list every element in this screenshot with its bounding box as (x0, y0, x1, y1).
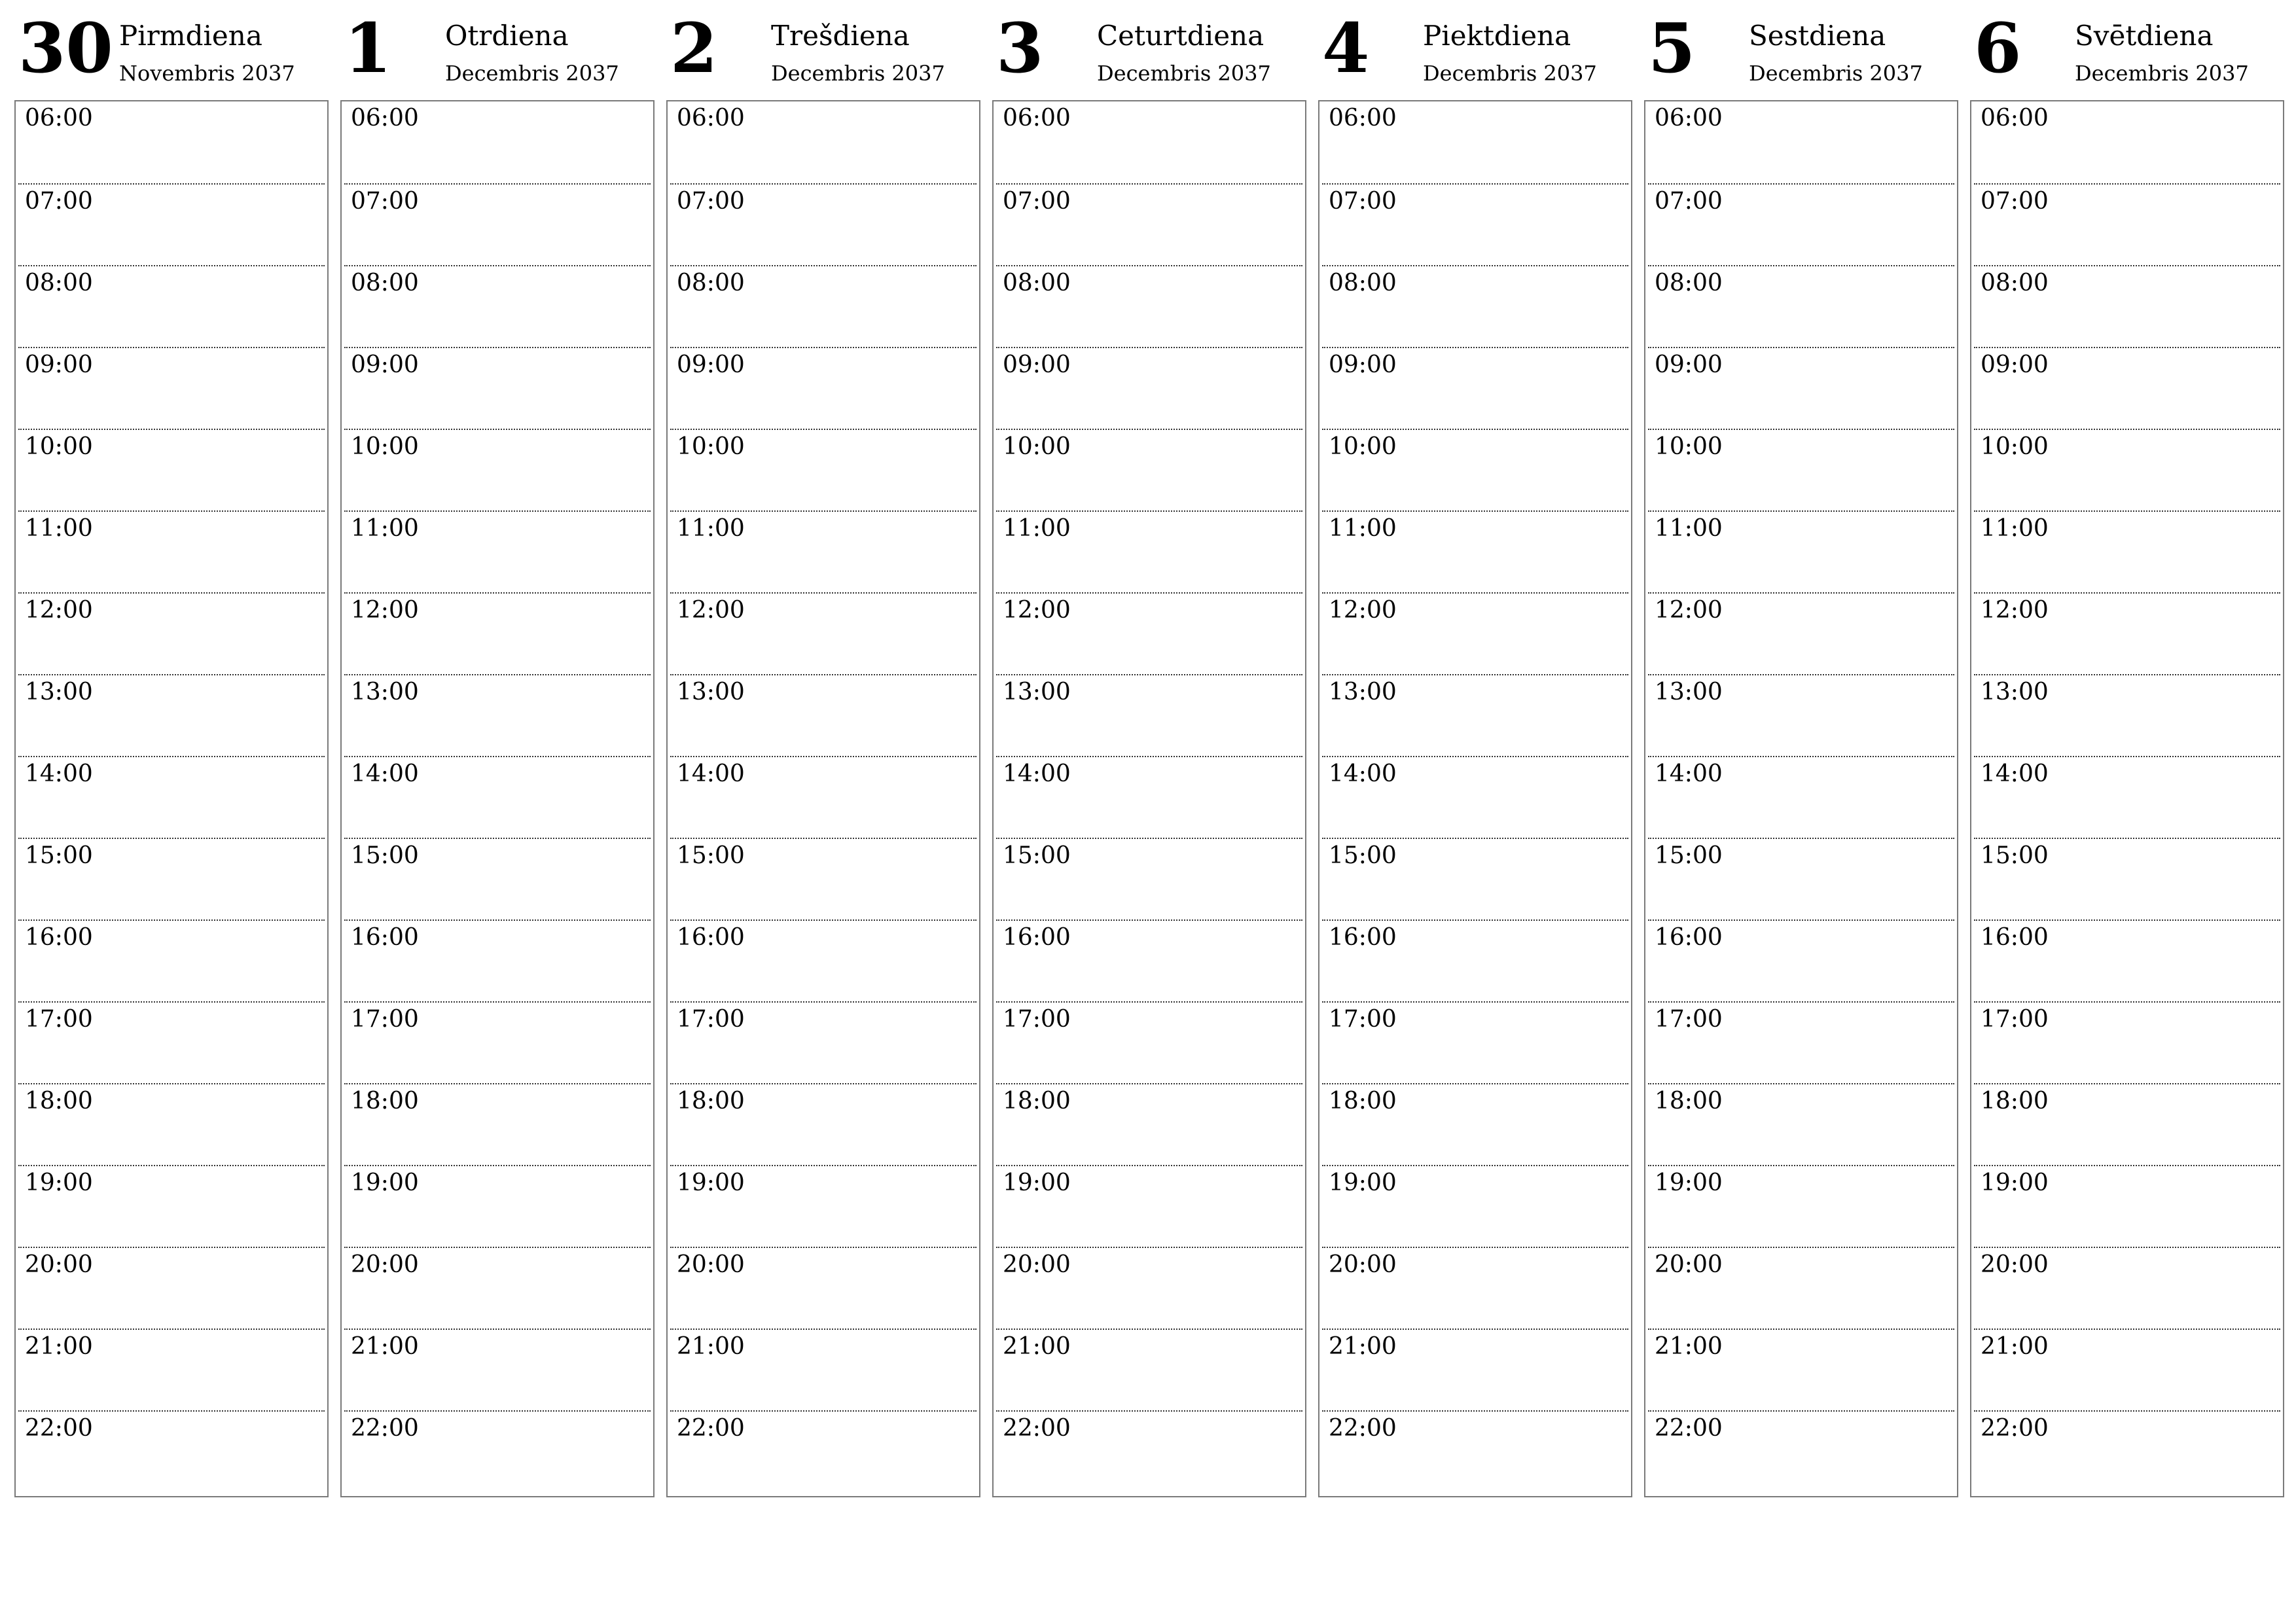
day-schedule-box (1318, 100, 1632, 1497)
time-slot-label: 14:00 (1981, 760, 2049, 787)
time-slot-label: 09:00 (351, 351, 419, 378)
time-slot (344, 919, 651, 1003)
time-slot-label: 09:00 (1003, 351, 1071, 378)
time-slot-label: 13:00 (677, 679, 745, 705)
time-slot (996, 183, 1302, 266)
time-slot (344, 674, 651, 757)
time-slot (996, 429, 1302, 512)
time-slot (996, 265, 1302, 348)
day-schedule-box (14, 100, 329, 1497)
time-slot-label: 20:00 (1655, 1251, 1723, 1278)
time-slot-label: 11:00 (1003, 515, 1071, 542)
time-slot (1648, 919, 1954, 1003)
time-slot-label: 19:00 (677, 1169, 745, 1196)
time-slot-label: 19:00 (1329, 1169, 1397, 1196)
time-slot-label: 07:00 (677, 188, 745, 215)
time-slot (344, 1001, 651, 1084)
day-month: Decembris 2037 (445, 61, 619, 86)
time-slot-label: 18:00 (1003, 1088, 1071, 1115)
time-slot (18, 429, 325, 512)
time-slot (1974, 347, 2280, 430)
time-slot (18, 183, 325, 266)
time-slot-label: 18:00 (1981, 1088, 2049, 1115)
time-slot (1974, 1165, 2280, 1248)
time-slot-label: 08:00 (1981, 270, 2049, 296)
time-slot (670, 265, 977, 348)
time-slot-label: 10:00 (25, 433, 93, 460)
time-slot-label: 21:00 (25, 1333, 93, 1360)
time-slot-label: 12:00 (1655, 597, 1723, 624)
time-slot-label: 06:00 (677, 105, 745, 132)
time-slot-label: 10:00 (1655, 433, 1723, 460)
time-slot (18, 347, 325, 430)
time-slot-label: 08:00 (1329, 270, 1397, 296)
day-number: 1 (344, 8, 392, 88)
time-slot-label: 15:00 (1655, 842, 1723, 869)
time-slot (1974, 1083, 2280, 1166)
time-slot (1322, 838, 1628, 921)
time-slot (996, 101, 1302, 183)
time-slot (996, 919, 1302, 1003)
time-slot-label: 15:00 (677, 842, 745, 869)
time-slot (1322, 510, 1628, 594)
time-slot-label: 16:00 (25, 924, 93, 951)
time-slot-label: 09:00 (1329, 351, 1397, 378)
time-slot-label: 10:00 (1329, 433, 1397, 460)
time-slot (670, 1001, 977, 1084)
time-slot (1974, 510, 2280, 594)
day-month: Decembris 2037 (1097, 61, 1271, 86)
time-slot (670, 919, 977, 1003)
day-number: 6 (1974, 8, 2022, 88)
time-slot (18, 1329, 325, 1412)
time-slot (1322, 1001, 1628, 1084)
time-slot-label: 12:00 (25, 597, 93, 624)
time-slot (344, 838, 651, 921)
time-slot (670, 347, 977, 430)
time-slot-label: 18:00 (1329, 1088, 1397, 1115)
day-schedule-box (1644, 100, 1958, 1497)
time-slot (1648, 1410, 1954, 1493)
time-slot-label: 12:00 (1003, 597, 1071, 624)
time-slot-label: 13:00 (1003, 679, 1071, 705)
day-number: 3 (996, 8, 1044, 88)
time-slot (996, 1329, 1302, 1412)
time-slot-label: 09:00 (25, 351, 93, 378)
time-slot-label: 20:00 (351, 1251, 419, 1278)
day-number: 5 (1648, 8, 1696, 88)
time-slot-label: 08:00 (677, 270, 745, 296)
time-slot (1974, 1001, 2280, 1084)
time-slot-label: 20:00 (1981, 1251, 2049, 1278)
time-slot (1322, 919, 1628, 1003)
time-slot-label: 06:00 (1981, 105, 2049, 132)
time-slot-label: 22:00 (1981, 1415, 2049, 1442)
time-slot-label: 22:00 (1003, 1415, 1071, 1442)
time-slot (344, 592, 651, 675)
time-slot-label: 16:00 (1329, 924, 1397, 951)
time-slot (670, 183, 977, 266)
time-slot (18, 838, 325, 921)
time-slot (1322, 429, 1628, 512)
time-slot-label: 14:00 (677, 760, 745, 787)
time-slot-label: 13:00 (351, 679, 419, 705)
day-header (1970, 0, 2284, 98)
time-slot (996, 1247, 1302, 1330)
time-slot (670, 429, 977, 512)
time-slot (18, 1083, 325, 1166)
time-slot (1648, 101, 1954, 183)
time-slot-label: 22:00 (1655, 1415, 1723, 1442)
time-slot-label: 07:00 (1329, 188, 1397, 215)
time-slot (1648, 1247, 1954, 1330)
time-slot (670, 1410, 977, 1493)
day-month: Decembris 2037 (771, 61, 945, 86)
time-slot-label: 12:00 (677, 597, 745, 624)
time-slot-label: 12:00 (1981, 597, 2049, 624)
time-slot (1322, 183, 1628, 266)
time-slot-label: 21:00 (1003, 1333, 1071, 1360)
time-slot-label: 16:00 (1655, 924, 1723, 951)
time-slot (1322, 347, 1628, 430)
time-slot-label: 19:00 (1981, 1169, 2049, 1196)
time-slot (18, 1001, 325, 1084)
time-slot (1322, 592, 1628, 675)
time-slot-label: 07:00 (351, 188, 419, 215)
time-slot (18, 1410, 325, 1493)
time-slot-label: 21:00 (351, 1333, 419, 1360)
time-slot (1648, 838, 1954, 921)
time-slot (1322, 1247, 1628, 1330)
day-month: Decembris 2037 (1423, 61, 1597, 86)
time-slot-label: 22:00 (25, 1415, 93, 1442)
time-slot-label: 14:00 (1003, 760, 1071, 787)
time-slot (670, 510, 977, 594)
time-slot (670, 1083, 977, 1166)
time-slot-label: 15:00 (351, 842, 419, 869)
time-slot-label: 10:00 (351, 433, 419, 460)
time-slot (1648, 1001, 1954, 1084)
time-slot (1322, 101, 1628, 183)
time-slot-label: 19:00 (351, 1169, 419, 1196)
time-slot (344, 1410, 651, 1493)
time-slot-label: 18:00 (1655, 1088, 1723, 1115)
time-slot (1322, 1410, 1628, 1493)
day-number: 30 (18, 8, 113, 88)
time-slot-label: 18:00 (677, 1088, 745, 1115)
time-slot (18, 101, 325, 183)
time-slot-label: 12:00 (351, 597, 419, 624)
time-slot-label: 20:00 (677, 1251, 745, 1278)
time-slot (670, 674, 977, 757)
time-slot (1648, 1165, 1954, 1248)
time-slot (344, 183, 651, 266)
time-slot-label: 13:00 (25, 679, 93, 705)
time-slot (1974, 919, 2280, 1003)
time-slot-label: 07:00 (25, 188, 93, 215)
time-slot (1648, 510, 1954, 594)
time-slot-label: 13:00 (1329, 679, 1397, 705)
time-slot (18, 919, 325, 1003)
time-slot (18, 1247, 325, 1330)
day-month: Decembris 2037 (1749, 61, 1923, 86)
time-slot (1974, 756, 2280, 839)
time-slot-label: 08:00 (351, 270, 419, 296)
time-slot (1974, 183, 2280, 266)
time-slot (344, 101, 651, 183)
time-slot (670, 838, 977, 921)
time-slot (344, 347, 651, 430)
time-slot-label: 19:00 (1655, 1169, 1723, 1196)
time-slot-label: 08:00 (25, 270, 93, 296)
day-number: 4 (1322, 8, 1370, 88)
time-slot (1322, 1329, 1628, 1412)
time-slot-label: 15:00 (1003, 842, 1071, 869)
time-slot (1322, 265, 1628, 348)
time-slot-label: 21:00 (1329, 1333, 1397, 1360)
time-slot (670, 592, 977, 675)
time-slot-label: 10:00 (1981, 433, 2049, 460)
day-name: Otrdiena (445, 20, 569, 52)
time-slot-label: 14:00 (25, 760, 93, 787)
time-slot-label: 16:00 (351, 924, 419, 951)
day-schedule-box (992, 100, 1306, 1497)
time-slot (996, 347, 1302, 430)
day-name: Trešdiena (771, 20, 910, 52)
day-schedule-box (1970, 100, 2284, 1497)
time-slot-label: 19:00 (25, 1169, 93, 1196)
time-slot-label: 20:00 (1003, 1251, 1071, 1278)
time-slot-label: 14:00 (351, 760, 419, 787)
time-slot-label: 18:00 (351, 1088, 419, 1115)
day-header (1318, 0, 1632, 98)
time-slot (1974, 265, 2280, 348)
time-slot (1974, 1410, 2280, 1493)
time-slot-label: 11:00 (1329, 515, 1397, 542)
time-slot-label: 14:00 (1655, 760, 1723, 787)
time-slot (670, 756, 977, 839)
time-slot-label: 10:00 (1003, 433, 1071, 460)
time-slot-label: 07:00 (1981, 188, 2049, 215)
time-slot-label: 19:00 (1003, 1169, 1071, 1196)
time-slot-label: 21:00 (1981, 1333, 2049, 1360)
time-slot-label: 09:00 (1981, 351, 2049, 378)
time-slot (1974, 838, 2280, 921)
time-slot (670, 1329, 977, 1412)
time-slot (1648, 347, 1954, 430)
day-name: Ceturtdiena (1097, 20, 1265, 52)
time-slot (1648, 265, 1954, 348)
day-schedule-box (340, 100, 655, 1497)
time-slot (1974, 674, 2280, 757)
time-slot-label: 20:00 (25, 1251, 93, 1278)
time-slot (1648, 756, 1954, 839)
day-month: Novembris 2037 (119, 61, 295, 86)
time-slot (996, 592, 1302, 675)
time-slot-label: 11:00 (1981, 515, 2049, 542)
time-slot (344, 510, 651, 594)
time-slot-label: 11:00 (25, 515, 93, 542)
time-slot-label: 21:00 (677, 1333, 745, 1360)
day-header (1644, 0, 1958, 98)
time-slot (344, 1083, 651, 1166)
time-slot (1648, 592, 1954, 675)
time-slot-label: 08:00 (1003, 270, 1071, 296)
time-slot-label: 17:00 (1003, 1006, 1071, 1033)
time-slot-label: 13:00 (1655, 679, 1723, 705)
day-name: Pirmdiena (119, 20, 262, 52)
time-slot (1974, 1329, 2280, 1412)
time-slot (18, 510, 325, 594)
time-slot (18, 265, 325, 348)
time-slot-label: 15:00 (1981, 842, 2049, 869)
time-slot (344, 429, 651, 512)
time-slot (344, 1329, 651, 1412)
time-slot-label: 16:00 (1003, 924, 1071, 951)
time-slot-label: 12:00 (1329, 597, 1397, 624)
time-slot-label: 06:00 (351, 105, 419, 132)
time-slot-label: 07:00 (1655, 188, 1723, 215)
day-schedule-box (666, 100, 980, 1497)
time-slot-label: 17:00 (1329, 1006, 1397, 1033)
time-slot (1974, 592, 2280, 675)
time-slot (1322, 1083, 1628, 1166)
time-slot-label: 17:00 (351, 1006, 419, 1033)
day-header (992, 0, 1306, 98)
time-slot (1974, 429, 2280, 512)
time-slot (670, 1165, 977, 1248)
time-slot-label: 06:00 (1655, 105, 1723, 132)
time-slot (996, 1083, 1302, 1166)
time-slot (1648, 1083, 1954, 1166)
time-slot-label: 16:00 (677, 924, 745, 951)
time-slot-label: 17:00 (25, 1006, 93, 1033)
time-slot-label: 09:00 (1655, 351, 1723, 378)
time-slot-label: 11:00 (351, 515, 419, 542)
day-month: Decembris 2037 (2075, 61, 2249, 86)
time-slot (18, 756, 325, 839)
time-slot-label: 17:00 (677, 1006, 745, 1033)
day-name: Svētdiena (2075, 20, 2214, 52)
time-slot-label: 18:00 (25, 1088, 93, 1115)
time-slot-label: 13:00 (1981, 679, 2049, 705)
time-slot-label: 06:00 (25, 105, 93, 132)
time-slot-label: 10:00 (677, 433, 745, 460)
time-slot (1648, 183, 1954, 266)
time-slot (996, 1410, 1302, 1493)
day-name: Piektdiena (1423, 20, 1571, 52)
time-slot (18, 674, 325, 757)
time-slot (344, 1247, 651, 1330)
time-slot (996, 838, 1302, 921)
time-slot (996, 1001, 1302, 1084)
time-slot-label: 17:00 (1655, 1006, 1723, 1033)
time-slot-label: 16:00 (1981, 924, 2049, 951)
time-slot-label: 15:00 (25, 842, 93, 869)
day-name: Sestdiena (1749, 20, 1886, 52)
time-slot (996, 510, 1302, 594)
day-header (666, 0, 980, 98)
time-slot (1322, 1165, 1628, 1248)
time-slot (1974, 101, 2280, 183)
time-slot-label: 14:00 (1329, 760, 1397, 787)
time-slot-label: 06:00 (1329, 105, 1397, 132)
time-slot (996, 756, 1302, 839)
time-slot (1322, 756, 1628, 839)
day-number: 2 (670, 8, 718, 88)
time-slot-label: 17:00 (1981, 1006, 2049, 1033)
time-slot-label: 20:00 (1329, 1251, 1397, 1278)
time-slot-label: 22:00 (1329, 1415, 1397, 1442)
time-slot (18, 1165, 325, 1248)
time-slot (1648, 1329, 1954, 1412)
time-slot (344, 265, 651, 348)
time-slot (996, 1165, 1302, 1248)
day-header (340, 0, 655, 98)
day-header (14, 0, 329, 98)
time-slot (1322, 674, 1628, 757)
time-slot (670, 101, 977, 183)
time-slot (1648, 429, 1954, 512)
time-slot (344, 756, 651, 839)
time-slot-label: 08:00 (1655, 270, 1723, 296)
time-slot (344, 1165, 651, 1248)
time-slot-label: 11:00 (1655, 515, 1723, 542)
time-slot-label: 07:00 (1003, 188, 1071, 215)
time-slot-label: 15:00 (1329, 842, 1397, 869)
time-slot (670, 1247, 977, 1330)
time-slot-label: 22:00 (351, 1415, 419, 1442)
time-slot (1974, 1247, 2280, 1330)
time-slot (1648, 674, 1954, 757)
time-slot-label: 22:00 (677, 1415, 745, 1442)
time-slot-label: 06:00 (1003, 105, 1071, 132)
time-slot-label: 09:00 (677, 351, 745, 378)
time-slot-label: 11:00 (677, 515, 745, 542)
time-slot (996, 674, 1302, 757)
time-slot (18, 592, 325, 675)
time-slot-label: 21:00 (1655, 1333, 1723, 1360)
